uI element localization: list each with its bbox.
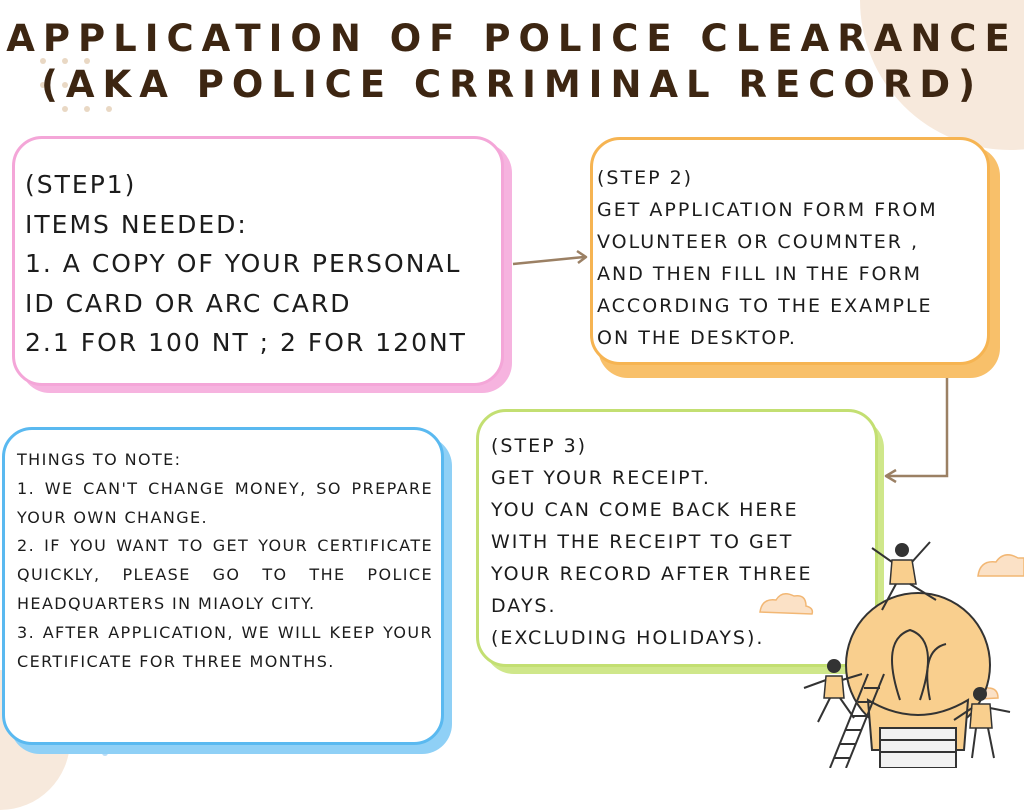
arrow-down-left-icon <box>886 378 947 482</box>
step1-line: (STEP1) <box>25 170 137 199</box>
step3-line: YOUR RECORD AFTER THREE <box>491 563 813 585</box>
cloud-icon <box>978 555 1024 576</box>
step3-line: DAYS. <box>491 595 557 617</box>
cloud-icon <box>760 594 812 614</box>
step2-line: (STEP 2) <box>597 167 694 189</box>
step1-line: ITEMS NEEDED: <box>25 209 248 239</box>
step1-line: 2.1 FOR 100 NT ; 2 FOR 120NT <box>25 328 467 357</box>
step2-line: ACCORDING TO THE EXAMPLE <box>597 295 933 317</box>
step2-line: VOLUNTEER OR COUMNTER , <box>597 231 920 253</box>
step1-line: ID CARD OR ARC CARD <box>25 288 352 318</box>
step3-line: WITH THE RECEIPT TO GET <box>491 531 794 553</box>
notes-item: 2. IF YOU WANT TO GET YOUR CERTIFICATE QUICKLY, PLEASE GO TO THE POLICE HEADQUARTERS IN MIAOLY CITY. <box>17 536 433 613</box>
notes-item: 1. WE CAN'T CHANGE MONEY, SO PREPARE YOUR OWN CHANGE. <box>17 478 433 527</box>
title-line-2: (AKA POLICE CRRIMINAL RECORD) <box>41 63 983 106</box>
step2-line: ON THE DESKTOP. <box>597 327 797 349</box>
arrow-right-icon <box>513 251 586 264</box>
step2-line: GET APPLICATION FORM FROM <box>597 199 938 221</box>
notes-heading: THINGS TO NOTE: <box>17 450 182 469</box>
step3-line: (STEP 3) <box>491 435 588 457</box>
step3-line: YOU CAN COME BACK HERE <box>491 499 799 521</box>
step1-line: 1. A COPY OF YOUR PERSONAL <box>25 249 462 278</box>
step2-line: AND THEN FILL IN THE FORM <box>597 263 923 285</box>
step3-line: (EXCLUDING HOLIDAYS). <box>491 627 765 649</box>
step3-line: GET YOUR RECEIPT. <box>491 467 711 489</box>
notes-item: 3. AFTER APPLICATION, WE WILL KEEP YOUR CERTIFICATE FOR THREE MONTHS. <box>17 622 433 671</box>
title-line-1: APPLICATION OF POLICE CLEARANCE <box>6 17 1018 60</box>
